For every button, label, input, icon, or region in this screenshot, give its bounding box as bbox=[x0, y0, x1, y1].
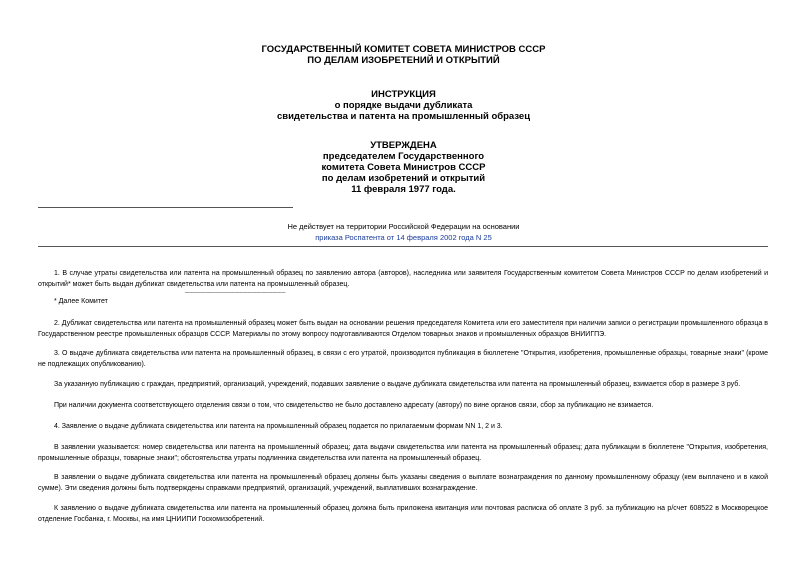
footnote-separator: ________________________ bbox=[185, 286, 286, 293]
paragraph-1: 1. В случае утраты свидетельства или патента на промышленный образец по заявлению автора (авторов), наследника или заявителя Государственным комитетом Совета Министров СССР по делам изобретений и открытий* может быть выдан дубликат свидетельства или патента на промышленный образец. bbox=[38, 270, 768, 288]
status-notice bbox=[0, 221, 807, 243]
approval-heading: УТВЕРЖДЕНА bbox=[370, 140, 437, 151]
status-notice-text: Не действует на территории Российской Федерации на основании bbox=[287, 222, 520, 231]
divider-short bbox=[38, 207, 293, 208]
document-type: ИНСТРУКЦИЯ bbox=[371, 89, 436, 100]
footnote: * Далее Комитет bbox=[54, 298, 108, 305]
approval-line-3: по делам изобретений и открытий bbox=[321, 173, 486, 184]
approval-line-1: председателем Государственного bbox=[322, 151, 485, 162]
approval-line-2: комитета Совета Министров СССР bbox=[321, 162, 486, 173]
paragraph-fee-exemption: При наличии документа соответствующего отделения связи о том, что свидетельство не было доставлено адресату (автору) по вине органов связи, сбор за публикацию не взимается. bbox=[54, 402, 654, 409]
divider-full bbox=[38, 246, 768, 247]
org-line-2: ПО ДЕЛАМ ИЗОБРЕТЕНИЙ И ОТКРЫТИЙ bbox=[307, 55, 500, 66]
status-notice-link[interactable]: приказа Роспатента от 14 февраля 2002 года N 25 bbox=[315, 233, 492, 242]
document-title-line-2: свидетельства и патента на промышленный образец bbox=[276, 111, 531, 122]
paragraph-receipt: К заявлению о выдаче дубликата свидетельства или патента на промышленный образец должна быть приложена квитанция или почтовая расписка об оплате 3 руб. за публикацию на р/счет 608522 в Москворецкое отделение Госбанка, г. Москвы, на имя ЦНИИПИ Госкомизобретений. bbox=[38, 505, 768, 523]
paragraph-2: 2. Дубликат свидетельства или патента на промышленный образец может быть выдан на основании решения председателя Комитета или его заместителя при наличии записи о регистрации промышленного образца в Государственном реестре промышленных образцов СССР. Материалы по этому вопросу подготавливаются Отделом товарных знаков и промышленных образцов ВНИИГПЭ. bbox=[38, 320, 768, 338]
paragraph-fee: За указанную публикацию с граждан, предприятий, организаций, учреждений, подавших заявление о выдаче дубликата свидетельства или патента на промышленный образец, взимается сбор в размере 3 руб. bbox=[54, 381, 741, 388]
issuing-organization bbox=[0, 44, 807, 66]
org-line-1: ГОСУДАРСТВЕННЫЙ КОМИТЕТ СОВЕТА МИНИСТРОВ СССР bbox=[261, 44, 546, 55]
approval-block bbox=[0, 140, 807, 195]
document-title-line-1: о порядке выдачи дубликата bbox=[334, 100, 473, 111]
document-title-block bbox=[0, 89, 807, 122]
paragraph-4: 4. Заявление о выдаче дубликата свидетельства или патента на промышленный образец подается по прилагаемым формам NN 1, 2 и 3. bbox=[54, 423, 503, 430]
paragraph-3: 3. О выдаче дубликата свидетельства или патента на промышленный образец, в связи с его утратой, производится публикация в бюллетене "Открытия, изобретения, промышленные образцы, товарные знаки" (кроме не подлежащих опубликованию). bbox=[38, 350, 768, 368]
paragraph-remuneration: В заявлении о выдаче дубликата свидетельства или патента на промышленный образец должны быть указаны сведения о выплате вознаграждения по данному промышленному образцу (кем выплачено и в какой сумме). Эти сведения должны быть подтверждены справками предприятий, организаций, учреждений, выплативших вознаграждение. bbox=[38, 474, 768, 492]
approval-date: 11 февраля 1977 года. bbox=[351, 184, 456, 195]
paragraph-application-contents: В заявлении указывается: номер свидетельства или патента на промышленный образец; дата выдачи свидетельства или патента на промышленный образец; дата публикации в бюллетене "Открытия, изобретения, промышленные образцы, товарные знаки"; обстоятельства утраты подлинника свидетельства или патента на промышленный образец. bbox=[38, 444, 768, 462]
